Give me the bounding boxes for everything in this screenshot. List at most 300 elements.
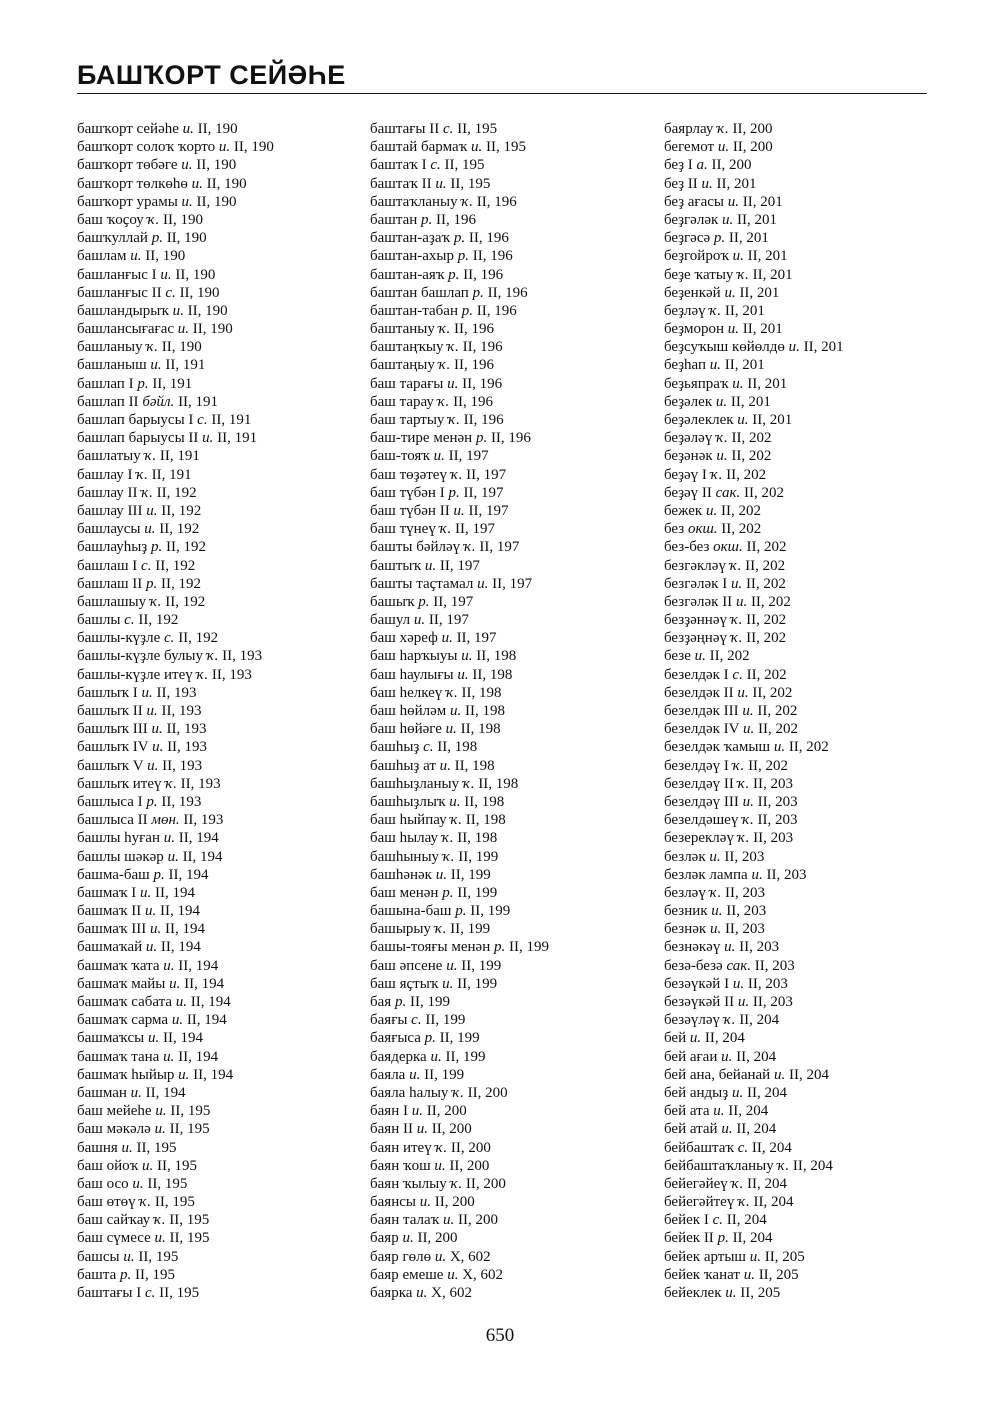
- entry-headword: баштан-аҙаҡ: [370, 230, 454, 247]
- index-entry: [664, 538, 844, 556]
- entry-part-of-speech: и.: [450, 703, 462, 719]
- index-entry: [664, 848, 844, 866]
- index-entry: [664, 138, 844, 156]
- entry-reference: II, 198: [456, 721, 501, 738]
- page-number: 650: [485, 1325, 515, 1346]
- index-entry: [77, 702, 274, 720]
- index-entry: [370, 702, 549, 720]
- index-entry: [77, 193, 274, 211]
- index-entry: [77, 156, 274, 174]
- entry-reference: II, 195: [440, 157, 485, 174]
- entry-part-of-speech: и.: [732, 975, 745, 992]
- entry-headword: башма-баш: [77, 866, 154, 883]
- index-entry: [664, 702, 844, 720]
- entry-reference: II, 195: [143, 1175, 188, 1192]
- entry-headword: баян ҡылыу: [370, 1175, 451, 1192]
- index-entry: [77, 1139, 274, 1157]
- index-entry: [664, 1229, 844, 1247]
- entry-reference: II, 195: [151, 1194, 195, 1211]
- entry-part-of-speech: р.: [713, 230, 726, 247]
- entry-part-of-speech: ҡ.: [717, 121, 729, 137]
- index-entry: [77, 429, 274, 447]
- entry-part-of-speech: ҡ.: [732, 757, 745, 774]
- entry-headword: баян итеү: [370, 1139, 436, 1156]
- entry-headword: баярка: [370, 1285, 417, 1301]
- entry-reference: II, 202: [727, 448, 772, 465]
- entry-part-of-speech: ҡ.: [731, 1175, 744, 1192]
- entry-reference: II, 197: [488, 575, 533, 592]
- entry-reference: II, 196: [472, 302, 517, 319]
- entry-reference: II, 201: [743, 248, 788, 265]
- entry-part-of-speech: и.: [411, 1103, 423, 1120]
- entry-part-of-speech: и.: [433, 448, 445, 465]
- entry-reference: II, 203: [722, 903, 767, 920]
- entry-headword: баш ойоҡ: [77, 1157, 142, 1174]
- entry-part-of-speech: и.: [694, 648, 706, 665]
- index-entry: [370, 320, 549, 338]
- entry-reference: II, 198: [433, 739, 478, 756]
- entry-reference: II, 203: [751, 957, 795, 974]
- entry-reference: II, 194: [151, 884, 195, 901]
- entry-headword: башмаҡ II: [77, 903, 145, 920]
- entry-headword: баш хәреф: [370, 630, 442, 647]
- entry-reference: II, 200: [430, 1194, 475, 1211]
- entry-part-of-speech: с.: [732, 666, 743, 683]
- entry-reference: II, 195: [165, 1212, 210, 1229]
- entry-reference: II, 194: [161, 921, 205, 938]
- index-entry: [370, 647, 549, 665]
- entry-reference: II, 194: [189, 1066, 234, 1083]
- index-entry: [664, 629, 844, 647]
- entry-headword: безелдәк II: [664, 684, 738, 701]
- entry-headword: безелдәк III: [664, 703, 743, 719]
- entry-reference: II, 201: [721, 302, 765, 319]
- entry-reference: II, 193: [158, 757, 203, 774]
- entry-headword: бейегәйтеү: [664, 1194, 739, 1211]
- entry-part-of-speech: и.: [713, 1103, 725, 1120]
- entry-reference: II, 204: [728, 1230, 773, 1247]
- entry-part-of-speech: и.: [172, 302, 184, 319]
- entry-part-of-speech: с.: [164, 630, 175, 647]
- entry-headword: бей андыҙ: [664, 1084, 732, 1101]
- entry-reference: II, 195: [153, 1157, 197, 1174]
- entry-part-of-speech: и.: [773, 1066, 786, 1083]
- entry-headword: безелдәк IV: [664, 721, 743, 738]
- entry-part-of-speech: и.: [435, 175, 447, 192]
- entry-headword: баш яҫтыҡ: [370, 975, 443, 992]
- index-entry: [77, 1066, 274, 1084]
- entry-part-of-speech: ҡ.: [438, 357, 451, 374]
- entry-headword: бегемот: [664, 139, 718, 156]
- index-entry: [664, 266, 844, 284]
- entry-reference: II, 194: [159, 1030, 203, 1047]
- entry-reference: II, 194: [164, 866, 209, 883]
- index-entry: [77, 538, 274, 556]
- entry-headword: башлыҡ V: [77, 757, 148, 774]
- entry-part-of-speech: и.: [424, 557, 437, 574]
- index-entry: [664, 1120, 844, 1138]
- index-entry: [77, 829, 274, 847]
- index-entry: [77, 1284, 274, 1302]
- entry-headword: бейек II: [664, 1230, 718, 1247]
- entry-column-1: [77, 120, 274, 1302]
- index-entry: [664, 338, 844, 356]
- index-entry: [77, 356, 274, 374]
- entry-reference: II, 200: [454, 1212, 498, 1229]
- index-entry: [370, 920, 549, 938]
- entry-headword: башҡорт солоҡ ҡорто: [77, 139, 219, 156]
- entry-reference: II, 199: [454, 848, 499, 865]
- entry-reference: II, 195: [155, 1285, 200, 1301]
- entry-reference: II, 194: [187, 994, 231, 1010]
- entry-part-of-speech: с.: [124, 612, 135, 629]
- entry-headword: башлап I: [77, 375, 138, 392]
- entry-headword: безәүләү: [664, 1012, 724, 1029]
- index-entry: [77, 1029, 274, 1047]
- entry-reference: II, 198: [460, 793, 505, 810]
- index-entry: [77, 1248, 274, 1266]
- entry-part-of-speech: и.: [737, 994, 750, 1010]
- entry-reference: II, 204: [789, 1157, 833, 1174]
- entry-headword: башта: [77, 1266, 120, 1283]
- entry-reference: II, 193: [157, 703, 202, 719]
- entry-headword: башмаҡ III: [77, 921, 150, 938]
- index-entry: [664, 1139, 844, 1157]
- running-head-title: БАШҠОРТ СЕЙӘҺЕ: [77, 60, 346, 90]
- index-entry: [664, 375, 844, 393]
- index-entry: [664, 575, 844, 593]
- entry-reference: II, 201: [712, 175, 757, 192]
- entry-headword: башлап барыусы I: [77, 412, 198, 428]
- entry-headword: башлатыу: [77, 448, 145, 465]
- entry-part-of-speech: мөн.: [151, 812, 180, 829]
- entry-part-of-speech: и.: [442, 975, 454, 992]
- entry-reference: II, 200: [413, 1230, 458, 1247]
- entry-headword: баштан: [370, 211, 422, 228]
- index-entry: [370, 356, 549, 374]
- entry-reference: II, 197: [452, 630, 497, 647]
- entry-reference: II, 201: [738, 193, 783, 210]
- entry-reference: II, 198: [453, 830, 498, 847]
- entry-reference: II, 191: [213, 430, 258, 447]
- entry-reference: II, 204: [732, 1048, 777, 1065]
- index-entry: [77, 684, 274, 702]
- index-entry: [664, 466, 844, 484]
- entry-part-of-speech: с.: [165, 284, 176, 301]
- entry-headword: башландырыҡ: [77, 302, 173, 319]
- entry-reference: II, 202: [741, 557, 786, 574]
- entry-headword: бежек: [664, 502, 706, 519]
- entry-headword: башыҡ: [370, 593, 419, 610]
- entry-headword: башһыҙлыҡ: [370, 793, 450, 810]
- index-entry: [664, 411, 844, 429]
- index-entry: [664, 1193, 844, 1211]
- entry-part-of-speech: ҡ.: [434, 921, 447, 938]
- entry-headword: башлам: [77, 248, 131, 265]
- index-entry: [370, 1066, 549, 1084]
- entry-part-of-speech: с.: [737, 1139, 749, 1156]
- entry-reference: II, 196: [449, 393, 494, 410]
- entry-part-of-speech: и.: [727, 193, 739, 210]
- entry-reference: II, 195: [134, 1248, 179, 1265]
- entry-part-of-speech: и.: [732, 375, 744, 392]
- index-entry: [370, 484, 549, 502]
- entry-reference: II, 192: [162, 539, 206, 556]
- entry-headword: башланғыс II: [77, 284, 166, 301]
- entry-part-of-speech: и.: [715, 393, 728, 410]
- entry-headword: безелдәү III: [664, 793, 743, 810]
- entry-headword: беҙгәләк: [664, 211, 723, 228]
- index-entry: [77, 557, 274, 575]
- entry-part-of-speech: и.: [737, 412, 749, 428]
- index-entry: [664, 502, 844, 520]
- entry-headword: башы-тояғы менән: [370, 939, 494, 956]
- entry-reference: II, 202: [748, 684, 793, 701]
- entry-part-of-speech: р.: [146, 575, 158, 592]
- entry-part-of-speech: и.: [167, 848, 179, 865]
- index-entry: [77, 811, 274, 829]
- entry-headword: баяр: [370, 1230, 403, 1247]
- entry-headword: бейек ҡанат: [664, 1266, 744, 1283]
- entry-part-of-speech: и.: [154, 1230, 166, 1247]
- entry-part-of-speech: и.: [788, 339, 800, 356]
- entry-part-of-speech: р.: [455, 903, 467, 920]
- index-entry: [77, 1266, 274, 1284]
- index-entry: [664, 611, 844, 629]
- entry-reference: II, 202: [717, 502, 761, 519]
- index-entry: [664, 1211, 844, 1229]
- entry-reference: II, 194: [180, 975, 225, 992]
- index-entry: [77, 738, 274, 756]
- entry-part-of-speech: и.: [447, 1266, 459, 1283]
- index-entry: [77, 320, 274, 338]
- entry-part-of-speech: р.: [146, 793, 158, 810]
- entry-part-of-speech: и.: [181, 193, 193, 210]
- entry-part-of-speech: ҡ.: [435, 1139, 448, 1156]
- entry-headword: баш өтөү: [77, 1194, 140, 1211]
- entry-headword: башланғыс I: [77, 266, 161, 283]
- index-entry: [77, 975, 274, 993]
- entry-part-of-speech: и.: [123, 1248, 135, 1265]
- index-entry: [664, 866, 844, 884]
- entry-reference: II, 198: [461, 703, 506, 719]
- entry-part-of-speech: и.: [447, 375, 459, 392]
- entry-part-of-speech: и.: [751, 866, 763, 883]
- entry-headword: безе: [664, 648, 695, 665]
- entry-headword: безелдәшеү: [664, 812, 743, 829]
- entry-headword: беҙһап: [664, 357, 710, 374]
- entry-reference: II, 199: [457, 957, 502, 974]
- index-entry: [77, 720, 274, 738]
- entry-headword: баштай бармаҡ: [370, 139, 471, 156]
- index-entry: [664, 920, 844, 938]
- entry-headword: беҙсуҡыш көйөлдө: [664, 339, 789, 356]
- entry-part-of-speech: с.: [411, 1012, 422, 1029]
- entry-part-of-speech: р.: [137, 375, 149, 392]
- entry-headword: башлыҡ II: [77, 703, 147, 719]
- entry-headword: безләк лампа: [664, 866, 752, 883]
- entry-part-of-speech: ҡ.: [149, 593, 162, 610]
- index-entry: [370, 429, 549, 447]
- entry-part-of-speech: и.: [721, 1121, 733, 1138]
- entry-headword: башҡуллай: [77, 230, 152, 247]
- entry-reference: II, 193: [208, 666, 252, 683]
- index-entry: [664, 811, 844, 829]
- index-entry: [77, 1157, 274, 1175]
- entry-part-of-speech: р.: [418, 593, 430, 610]
- entry-reference: II, 201: [748, 266, 793, 283]
- index-entry: [77, 247, 274, 265]
- index-entry: [77, 266, 274, 284]
- index-entry: [370, 138, 549, 156]
- entry-reference: II, 200: [462, 1175, 506, 1192]
- entry-headword: башлы: [77, 612, 125, 629]
- entry-part-of-speech: и.: [439, 757, 451, 774]
- index-entry: [77, 375, 274, 393]
- entry-headword: безәүкәй II: [664, 994, 738, 1010]
- entry-part-of-speech: и.: [151, 721, 163, 738]
- entry-part-of-speech: и.: [701, 175, 713, 192]
- entry-headword: бейеклек: [664, 1285, 726, 1301]
- index-entry: [664, 120, 844, 138]
- index-entry: [370, 884, 549, 902]
- entry-part-of-speech: и.: [722, 211, 734, 228]
- entry-part-of-speech: р.: [153, 866, 165, 883]
- index-entry: [77, 302, 274, 320]
- index-entry: [370, 811, 549, 829]
- entry-headword: башһыҙ ат: [370, 757, 440, 774]
- entry-part-of-speech: ҡ.: [450, 812, 463, 829]
- index-entry: [370, 229, 549, 247]
- entry-part-of-speech: бәйл.: [142, 393, 175, 410]
- entry-headword: бей: [664, 1030, 690, 1047]
- entry-headword: баяр гөлө: [370, 1248, 435, 1265]
- entry-headword: башлап барыусы II: [77, 430, 203, 447]
- entry-headword: баш һарҡыуы: [370, 648, 462, 665]
- index-entry: [370, 902, 549, 920]
- entry-reference: II, 197: [451, 521, 496, 538]
- entry-headword: баш тарағы: [370, 375, 448, 392]
- index-entry: [664, 320, 844, 338]
- index-entry: [77, 284, 274, 302]
- entry-reference: II, 202: [742, 612, 787, 629]
- entry-headword: беҙләү: [664, 302, 710, 319]
- index-entry: [370, 284, 549, 302]
- index-entry: [370, 593, 549, 611]
- entry-headword: баш мәкәлә: [77, 1121, 155, 1138]
- entry-reference: II, 204: [724, 1103, 769, 1120]
- entry-reference: II, 204: [701, 1030, 745, 1047]
- entry-part-of-speech: с.: [197, 412, 208, 428]
- entry-part-of-speech: р.: [151, 230, 163, 247]
- entry-headword: баш сайҡау: [77, 1212, 154, 1229]
- entry-headword: без: [664, 521, 688, 538]
- index-entry: [370, 1120, 549, 1138]
- index-entry: [77, 593, 274, 611]
- entry-part-of-speech: и.: [175, 994, 188, 1010]
- entry-part-of-speech: с.: [442, 121, 454, 137]
- entry-reference: II, 193: [162, 721, 207, 738]
- entry-headword: баштан-табан: [370, 302, 462, 319]
- index-entry: [370, 266, 549, 284]
- index-entry: [370, 193, 549, 211]
- entry-headword: безнәкәү: [664, 939, 725, 956]
- entry-reference: II, 202: [722, 466, 767, 483]
- entry-part-of-speech: и.: [725, 1285, 737, 1301]
- entry-part-of-speech: ҡ.: [709, 884, 722, 901]
- entry-headword: башлау II: [77, 484, 142, 501]
- entry-headword: башты бәйләү: [370, 539, 464, 556]
- entry-reference: II, 201: [735, 284, 780, 301]
- entry-headword: башлашыу: [77, 593, 150, 610]
- index-entry: [77, 502, 274, 520]
- entry-part-of-speech: и.: [737, 684, 749, 701]
- entry-part-of-speech: р.: [442, 884, 454, 901]
- index-entry: [664, 484, 844, 502]
- entry-reference: II, 200: [427, 1121, 472, 1138]
- index-entry: [77, 757, 274, 775]
- index-entry: [370, 684, 549, 702]
- index-entry: [77, 447, 274, 465]
- entry-headword: безҙәннәү: [664, 612, 731, 629]
- entry-reference: II, 200: [422, 1103, 467, 1120]
- entry-reference: II, 193: [176, 775, 221, 792]
- index-entry: [664, 175, 844, 193]
- index-entry: [77, 957, 274, 975]
- entry-reference: II, 193: [152, 684, 197, 701]
- index-entry: [77, 848, 274, 866]
- entry-part-of-speech: ҡ.: [448, 412, 460, 428]
- entry-part-of-speech: и.: [163, 830, 175, 847]
- entry-reference: II, 204: [749, 1194, 794, 1211]
- entry-headword: безелдәк ҡамыш: [664, 739, 774, 756]
- index-entry: [664, 302, 844, 320]
- entry-reference: II, 202: [742, 575, 786, 592]
- entry-reference: II, 198: [462, 812, 506, 829]
- index-entry: [77, 575, 274, 593]
- index-entry: [664, 284, 844, 302]
- index-entry: [77, 393, 274, 411]
- entry-part-of-speech: и.: [149, 921, 162, 938]
- index-entry: [77, 338, 274, 356]
- entry-headword: баштаҡ I: [370, 157, 431, 174]
- entry-headword: беҙ ағасы: [664, 193, 728, 210]
- entry-headword: баш һылау: [370, 830, 442, 847]
- index-entry: [370, 866, 549, 884]
- entry-headword: баш осо: [77, 1175, 133, 1192]
- index-entry: [664, 957, 844, 975]
- entry-headword: башмаҡ сабата: [77, 994, 176, 1010]
- entry-headword: баш түбән II: [370, 502, 454, 519]
- entry-headword: башлы-күҙле: [77, 630, 165, 647]
- index-entry: [370, 1048, 549, 1066]
- entry-reference: II, 197: [436, 557, 480, 574]
- entry-reference: II, 190: [193, 121, 238, 137]
- entry-part-of-speech: р.: [120, 1266, 132, 1283]
- entry-headword: беҙьяпраҡ: [664, 375, 733, 392]
- entry-part-of-speech: ҡ.: [450, 1175, 463, 1192]
- index-entry: [664, 738, 844, 756]
- entry-reference: II, 204: [785, 1066, 829, 1083]
- entry-part-of-speech: и.: [732, 248, 744, 265]
- entry-reference: II, 199: [446, 921, 491, 938]
- index-entry: [664, 1284, 844, 1302]
- entry-headword: баяр емеше: [370, 1266, 448, 1283]
- index-entry: [664, 1102, 844, 1120]
- index-entry: [664, 393, 844, 411]
- entry-reference: II, 201: [721, 357, 765, 374]
- index-entry: [664, 938, 844, 956]
